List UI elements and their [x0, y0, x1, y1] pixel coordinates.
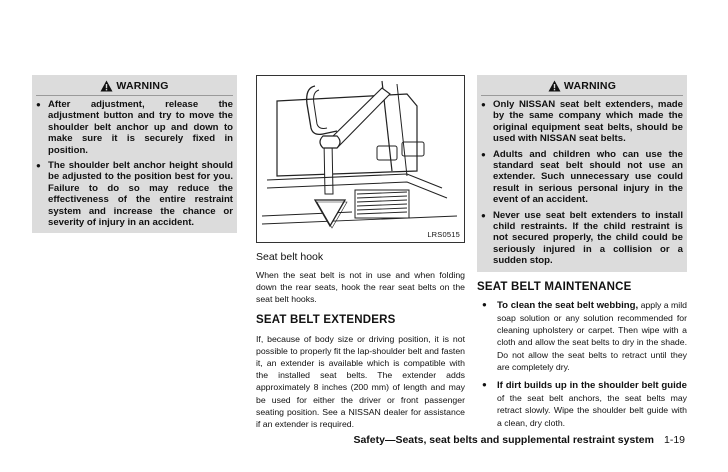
page-footer — [353, 434, 685, 446]
maintenance-list — [477, 299, 687, 429]
warning-heading-right — [481, 80, 683, 96]
maintenance-item-lead: To clean the seat belt webbing, — [497, 299, 639, 311]
warning-triangle-icon — [548, 80, 561, 92]
maintenance-item-text: apply a mild soap solution or any solution recommended for cleaning upholstery or carpet. Then wipe with a cloth and allow the seat belts to dry in the shade. Do not allow the seat belts to retract until they are completely dry. — [497, 299, 687, 372]
middle-column — [256, 75, 465, 430]
maintenance-item-lead: If dirt builds up in the shoulder belt guide — [497, 379, 687, 391]
warning-box-right — [477, 75, 687, 272]
warning-item: ● Never use seat belt extenders to install child restraints. If the child restraint is not secured properly, the child could be seriously injured in a collision or a sudden stop. — [481, 210, 683, 267]
warning-list-left — [36, 99, 233, 228]
warning-heading-left — [36, 80, 233, 96]
right-column — [477, 75, 687, 435]
seat-belt-hook-figure — [256, 75, 465, 243]
warning-item: ● After adjustment, release the adjustment button and try to move the shoulder belt anchor up and down to make sure it is securely fixed in position. — [36, 99, 233, 156]
left-column — [32, 75, 237, 233]
maintenance-title: SEAT BELT MAINTENANCE — [477, 280, 632, 293]
figure-caption: Seat belt hook — [256, 251, 324, 263]
figure-label: LRS0515 — [427, 230, 460, 239]
maintenance-item-text: of the seat belt anchors, the seat belts may retract slowly. Wipe the shoulder belt guide with a clean, dry cloth. — [497, 393, 687, 428]
warning-item: ● The shoulder belt anchor height should be adjusted to the position best for you. Failure to do so may reduce the effectiveness of the entire restraint system and increase the chance or severity of injury in an accident. — [36, 160, 233, 228]
warning-list-right — [481, 99, 683, 267]
maintenance-item — [477, 379, 687, 429]
warning-box-left — [32, 75, 237, 233]
hook-paragraph: When the seat belt is not in use and when folding down the rear seats, hook the rear seat belts on the seat belt hooks. — [256, 270, 465, 305]
warning-heading-text: WARNING — [116, 80, 169, 92]
page-number: 1-19 — [663, 434, 685, 446]
maintenance-item — [477, 299, 687, 373]
warning-item: ● Adults and children who can use the standard seat belt should not use an extender. Such unnecessary use could result in serious personal injury in the event of an accident. — [481, 149, 683, 206]
extenders-paragraph: If, because of body size or driving position, it is not possible to properly fit the lap-shoulder belt and fasten it, an extender is available which is compatible with the installed seat belts. The extender adds approximately 8 inches (200 mm) of length and may be used for either the driver or front passenger seating position. See a NISSAN dealer for assistance if an extender is required. — [256, 333, 465, 430]
footer-section-title: Safety—Seats, seat belts and supplemental restraint system — [353, 434, 654, 446]
extenders-title: SEAT BELT EXTENDERS — [256, 313, 396, 326]
warning-triangle-icon — [100, 80, 113, 92]
warning-heading-text: WARNING — [563, 80, 617, 92]
seat-belt-hook-illustration — [257, 76, 464, 242]
warning-item: ● Only NISSAN seat belt extenders, made by the same company which made the original equipment seat belts, should be used with NISSAN seat belts. — [481, 99, 683, 145]
